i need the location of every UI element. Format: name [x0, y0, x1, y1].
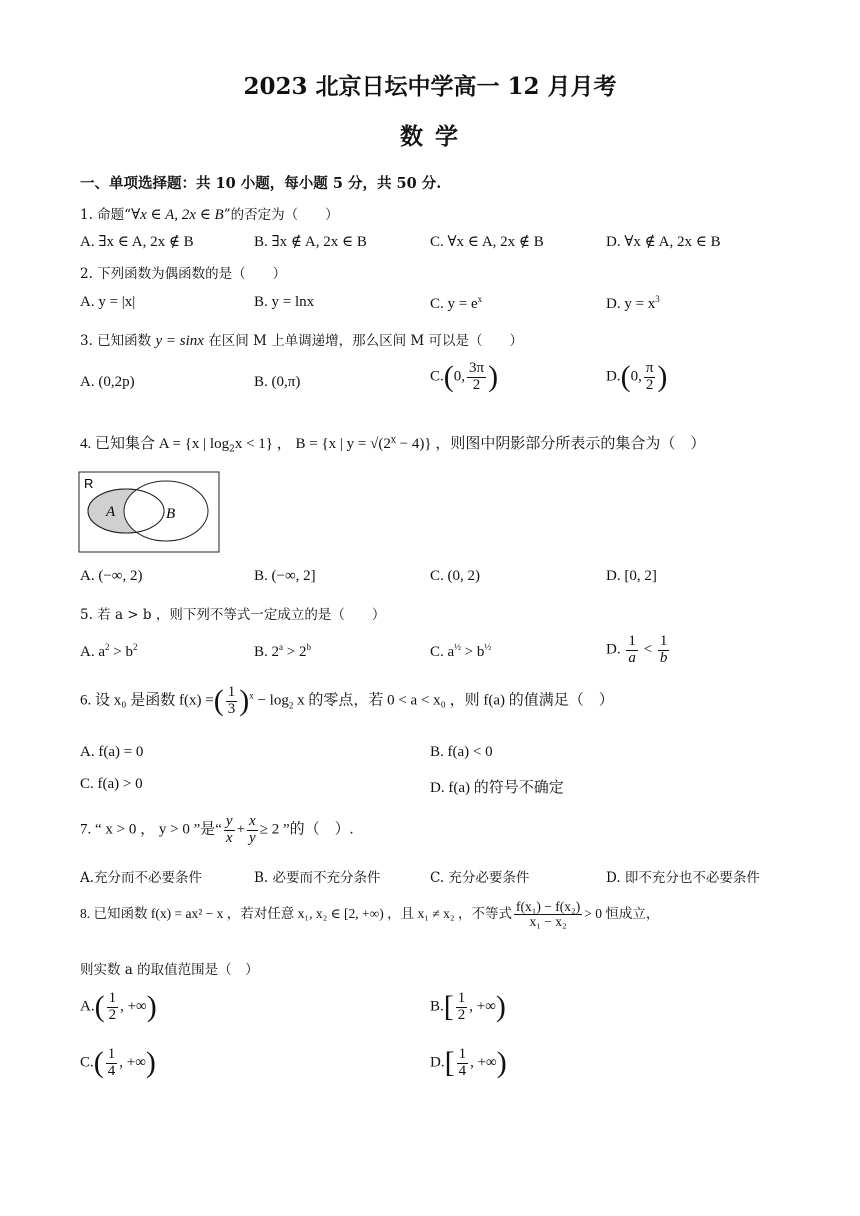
q8-d-d: 4 [458, 1062, 467, 1079]
venn-diagram [78, 471, 220, 553]
venn-label-b: B [166, 506, 176, 522]
q5-d-n2: 1 [659, 633, 668, 649]
q8-a-d: 2 [108, 1006, 117, 1023]
q4-option-c[interactable]: C. (0, 2) [430, 568, 480, 584]
q2-d-sup: 3 [655, 294, 660, 304]
question-2: 2. 下列函数为偶函数的是（ ） [80, 266, 287, 282]
q3-c-rparen: ) [488, 360, 499, 393]
q5-d-label: D. [606, 641, 621, 658]
q5-option-c[interactable] [430, 642, 491, 661]
q8-c-d: 4 [107, 1062, 116, 1079]
q8-option-d[interactable] [430, 1046, 507, 1080]
q3-stem-math: y = sinx [155, 333, 204, 349]
q8-a-frac [107, 991, 119, 1024]
question-1 [80, 203, 339, 224]
question-4 [80, 432, 705, 455]
q8-c-rparen: ) [145, 1046, 156, 1079]
q8-option-a[interactable] [80, 990, 157, 1024]
q8-den: x₁ − x₂ [529, 914, 567, 930]
q2-option-c[interactable] [430, 294, 482, 313]
question-7 [80, 814, 353, 847]
q4-stem-sub: 2 [229, 444, 235, 455]
q5-option-b[interactable] [254, 642, 311, 661]
q7-option-a[interactable]: A.充分而不必要条件 [80, 870, 203, 886]
q8-stem-b: > 0 恒成立， [584, 905, 660, 921]
q3-d-frac [644, 361, 656, 394]
q7-stem-a: 7. “ x > 0 ， y > 0 ”是“ [80, 821, 222, 838]
q3-d-den: 2 [645, 376, 654, 393]
q5-d-frac2 [658, 634, 670, 667]
question-8 [80, 900, 659, 929]
question-6 [80, 684, 614, 718]
q8-d-frac [457, 1047, 469, 1080]
q5-d-n1: 1 [628, 633, 636, 649]
q8-stem-a: 8. 已知函数 f(x) = ax² − x ，若对任意 x₁, x₂ ∈ [2, +∞) ，且 x₁ ≠ x₂ ，不等式 [80, 905, 512, 921]
q1-stem-a: 1. 命题“ [80, 207, 132, 223]
q6-den: 3 [227, 700, 236, 717]
q6-option-c[interactable]: C. f(a) > 0 [80, 776, 143, 792]
q8-d-n: 1 [458, 1045, 467, 1062]
subject-title: 数 学 [399, 123, 460, 150]
q8-b-frac [456, 991, 468, 1024]
q8-b-lbracket: [ [443, 990, 454, 1023]
q8-b-rparen: ) [495, 990, 506, 1023]
q8-b-label: B. [430, 998, 444, 1015]
q1-option-a[interactable]: A. ∃x ∈ A, 2x ∉ B [80, 234, 194, 250]
q3-d-lparen: ( [620, 360, 631, 393]
q2-c-label: C. y = e [430, 296, 478, 312]
q7-frac1 [224, 814, 235, 847]
q7-d1: x [225, 829, 233, 846]
q5-c-label: C. a [430, 644, 455, 660]
q4-stem-c: − 4)} ，则图中阴影部分所表示的集合为（ ） [395, 436, 706, 452]
q8-option-b[interactable] [430, 990, 506, 1024]
q5-c-s1: ½ [454, 642, 461, 652]
q3-c-frac [467, 361, 486, 394]
q5-option-a[interactable] [80, 642, 137, 661]
q7-stem-b: ≥ 2 ”的（ ）. [259, 821, 354, 838]
venn-label-a: A [106, 504, 116, 520]
q6-option-b[interactable]: B. f(a) < 0 [430, 744, 493, 760]
q3-d-pre: 0, [630, 368, 642, 385]
q4-stem-b: x < 1} ， B = {x | y = √(2 [234, 436, 391, 452]
q6-option-d[interactable]: D. f(a) 的符号不确定 [430, 780, 564, 796]
q8-b-n: 1 [457, 989, 466, 1006]
q3-option-a[interactable]: A. (0,2p) [80, 374, 135, 390]
q3-d-num: π [645, 359, 654, 376]
q2-d-label: D. y = x [606, 296, 656, 312]
q6-sub: 2 [288, 700, 294, 711]
q3-d-label: D. [606, 368, 621, 385]
q7-n1: y [225, 813, 233, 829]
q3-c-label: C. [430, 368, 444, 385]
q6-rparen: ) [239, 684, 250, 717]
q3-option-b[interactable]: B. (0,π) [254, 374, 301, 390]
q6-sup: x [249, 690, 254, 701]
q7-option-d[interactable]: D. 即不充分也不必要条件 [606, 870, 760, 886]
q2-c-sup: x [477, 294, 483, 304]
q8-b-tail: , +∞ [469, 998, 496, 1015]
q8-c-label: C. [80, 1054, 94, 1071]
q5-option-d[interactable] [606, 634, 671, 667]
q5-a-label: A. a [80, 644, 105, 660]
venn-label-r: R [84, 476, 94, 491]
q1-stem-math: ∀x ∈ A, 2x ∈ B [131, 207, 224, 223]
q3-c-den: 2 [472, 376, 481, 393]
q5-d-mid: < [643, 641, 653, 658]
q8-option-c[interactable] [80, 1046, 156, 1080]
q2-option-a[interactable]: A. y = |x| [80, 294, 136, 310]
q7-option-b[interactable]: B. 必要而不充分条件 [254, 870, 381, 886]
q5-b-s1: a [279, 642, 284, 652]
q4-stem-a: 4. 已知集合 A = {x | log [80, 436, 230, 452]
q6-stem-b: − log [253, 692, 289, 709]
section-heading: 一、单项选择题：共 10 小题，每小题 5 分，共 50 分. [80, 175, 442, 192]
q7-option-c[interactable]: C. 充分必要条件 [430, 870, 530, 886]
q8-c-tail: , +∞ [119, 1054, 146, 1071]
q8-a-lparen: ( [94, 990, 105, 1023]
q8-c-n: 1 [107, 1045, 116, 1062]
question-5: 5. 若 a > b ，则下列不等式一定成立的是（ ） [80, 607, 386, 623]
q8-a-tail: , +∞ [120, 998, 147, 1015]
q3-d-rparen: ) [657, 360, 668, 393]
page-title: 2023 北京日坛中学高一 12 月月考 [243, 73, 617, 100]
q5-b-mid: > 2 [283, 644, 307, 660]
q5-a-s1: 2 [105, 642, 110, 652]
q1-option-d[interactable]: D. ∀x ∉ A, 2x ∈ B [606, 234, 721, 250]
q1-stem-b: ”的否定为（ ） [223, 207, 339, 223]
q7-n2: x [249, 813, 256, 829]
q5-a-s2: 2 [132, 642, 138, 652]
q5-d-d2: b [659, 649, 668, 666]
q8-b-d: 2 [457, 1006, 466, 1023]
q8-c-lparen: ( [93, 1046, 104, 1079]
q8-stem-line2: 则实数 a 的取值范围是（ ） [80, 962, 259, 978]
q5-c-s2: ½ [484, 642, 492, 652]
q7-frac2 [247, 814, 258, 847]
q7-d2: y [249, 829, 256, 846]
q6-lparen: ( [213, 684, 224, 717]
q8-d-rparen: ) [496, 1046, 507, 1079]
q3-stem-a: 3. 已知函数 [80, 333, 156, 349]
q4-option-b[interactable]: B. (−∞, 2] [254, 568, 316, 584]
q8-c-frac [106, 1047, 118, 1080]
q5-b-label: B. 2 [254, 644, 280, 660]
q6-option-a[interactable]: A. f(a) = 0 [80, 744, 144, 760]
q8-d-tail: , +∞ [470, 1054, 497, 1071]
q1-option-b[interactable]: B. ∃x ∉ A, 2x ∈ B [254, 234, 367, 250]
q3-stem-b: 在区间 M 上单调递增，那么区间 M 可以是（ ） [203, 333, 524, 349]
q7-plus: + [236, 821, 246, 838]
q3-c-num: 3π [469, 359, 485, 376]
q8-a-rparen: ) [146, 990, 157, 1023]
q3-option-c[interactable] [430, 360, 498, 394]
q6-stem-a: 6. 设 x₀ 是函数 f(x) = [80, 692, 214, 709]
q5-d-frac1 [626, 634, 638, 667]
q6-num: 1 [227, 683, 236, 700]
q5-b-s2: b [306, 642, 311, 652]
q8-d-label: D. [430, 1054, 445, 1071]
q8-num: f(x₁) − f(x₂) [515, 899, 581, 914]
q2-option-b[interactable]: B. y = lnx [254, 294, 315, 310]
q1-option-c[interactable]: C. ∀x ∈ A, 2x ∉ B [430, 234, 544, 250]
q4-option-d[interactable]: D. [0, 2] [606, 568, 657, 584]
q3-option-d[interactable] [606, 360, 667, 394]
q3-c-lparen: ( [443, 360, 454, 393]
q6-frac [226, 685, 238, 718]
q5-a-mid: > b [109, 644, 133, 660]
q8-a-label: A. [80, 998, 95, 1015]
q5-d-d1: a [628, 649, 636, 666]
question-3 [80, 329, 523, 350]
q3-c-pre: 0, [453, 368, 466, 385]
q8-a-n: 1 [108, 989, 117, 1006]
q2-option-d[interactable] [606, 294, 660, 313]
q6-stem-c: x 的零点，若 0 < a < x₀ ，则 f(a) 的值满足（ ） [293, 692, 614, 709]
q4-stem-sup: x [390, 435, 396, 446]
q8-d-lbracket: [ [444, 1046, 455, 1079]
q4-option-a[interactable]: A. (−∞, 2) [80, 568, 143, 584]
q8-frac [514, 900, 582, 929]
q5-c-mid: > b [460, 644, 485, 660]
